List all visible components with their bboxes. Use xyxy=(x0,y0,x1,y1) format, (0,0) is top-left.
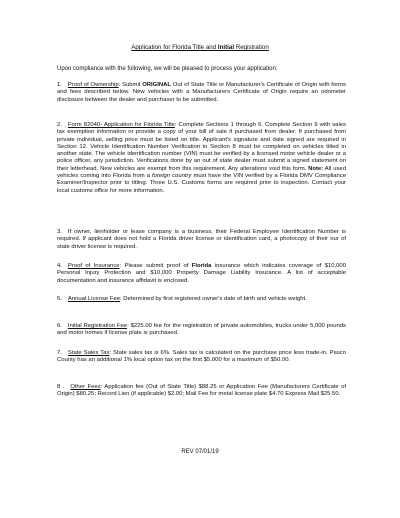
intro-text: Upon compliance with the following, we will be pleased to process your application: xyxy=(57,66,278,72)
item-label: Proof of Insurance xyxy=(67,263,120,269)
item-text: must have the VIN verified by a Florida DMV Compliance Examiner/Inspector prior to titling. Three U.S. Customs forms are required prior to inspection. Contact your local customs office for more information. xyxy=(57,173,347,194)
item-text: : Determined by first registered owner's date of birth and vehicle weight. xyxy=(120,296,307,302)
item-label: Initial Registration Fee xyxy=(67,323,128,329)
item-proof-of-ownership xyxy=(57,82,346,104)
item-text: : State sales tax is 6%. Sales tax is calculated on the purchase price less trade-in. Pasco County has an additional 1% local option tax on the first $5,000 for a maximum of $50.00. xyxy=(57,350,346,364)
item-text: insurance which indicates coverage of $10,000 Personal Injury Protection and $10,000 Property Damage Liability Insurance. A list of acceptable documentation and insurance affidavit is enclosed. xyxy=(57,263,346,284)
item-label: Annual License Fee xyxy=(67,296,120,302)
document-title xyxy=(0,44,400,52)
title-text-suffix: Registration xyxy=(234,44,269,51)
item-other-fees xyxy=(57,384,346,399)
title-text-prefix: Application for Florida Title and xyxy=(131,44,218,51)
item-label: Other Fees xyxy=(70,384,101,390)
item-number: 7. xyxy=(57,350,62,356)
item-number: 2. xyxy=(57,122,62,128)
item-label: Proof of Ownership xyxy=(67,82,119,88)
item-text: : Complete Sections 1 through 6. Complete Section 9 with sales tax exemption information or provide a copy of your bill of sale if purchased from dealer. If purchased from private individual, selling price must be listed on title. Applicant's signature and date signed are required in Section 12. Vehicle Identification Number Verification in Section 8 must be completed on vehicles titled in another state. The vehicle identification number (VIN) must be verified by a licensed motor vehicle dealer or a police officer, any jurisdiction. Verifications done by an out of state dealer must submit a signed statement on their letterhead. New vehicles are exempt from this requirement. Any alterations void this form. xyxy=(57,122,346,172)
item-text: If owner, lienholder or lease company is a business, their Federal Employee Identification Number is required. If applicant does not hold a Florida driver license or identification card, a photocopy of their our of state driver license is required. xyxy=(57,229,346,250)
item-text: : Please submit proof of xyxy=(119,263,192,269)
item-label: Form 82040- Application for Florida Title xyxy=(67,122,175,128)
item-label: State Sales Tax xyxy=(67,350,110,356)
item-number: 1. xyxy=(57,82,62,88)
item-text: All used vehicles coming into Florida from a xyxy=(57,165,346,180)
item-italic: foreign country xyxy=(152,173,192,180)
item-number: 6. xyxy=(57,323,62,329)
item-initial-registration-fee xyxy=(57,323,346,338)
item-proof-of-insurance xyxy=(57,263,346,285)
item-text: : Application fee (Out of State Title) $88.25 or Application Fee (Manufacturers Certificate of Origin) $80.25; Record Lien (if applicable) $2.00; Mail Fee for metal license plate $4.70 Express Mail $25.50. xyxy=(57,384,347,398)
item-form-82040 xyxy=(57,122,346,195)
title-text-bold: Initial xyxy=(217,44,235,51)
revision-note: REV 07/01/19 xyxy=(181,449,219,455)
item-business-owner xyxy=(57,229,346,251)
item-emphasis: ORIGINAL xyxy=(142,82,172,88)
item-emphasis: Florida xyxy=(191,263,212,269)
item-number: 3. xyxy=(57,229,62,235)
item-text: : $225.00 fee for the registration of private automobiles, trucks under 5,000 pounds and motor homes if license plate is purchased. xyxy=(57,323,347,337)
item-text: : Submit xyxy=(118,82,143,88)
item-annual-license-fee xyxy=(57,296,346,303)
item-text: Out of State Title or Manufacturer's Certificate of Origin with forms and fees described below. New vehicles with a Manufacturers Certificate of Origin require an odometer disclosure between the dealer and purchaser to be submitted. xyxy=(57,82,347,103)
item-number: 8 . xyxy=(57,384,65,390)
item-number: 4. xyxy=(57,263,62,269)
item-number: 5. xyxy=(57,296,62,302)
item-emphasis: Note: xyxy=(308,165,324,172)
item-state-sales-tax xyxy=(57,350,346,365)
